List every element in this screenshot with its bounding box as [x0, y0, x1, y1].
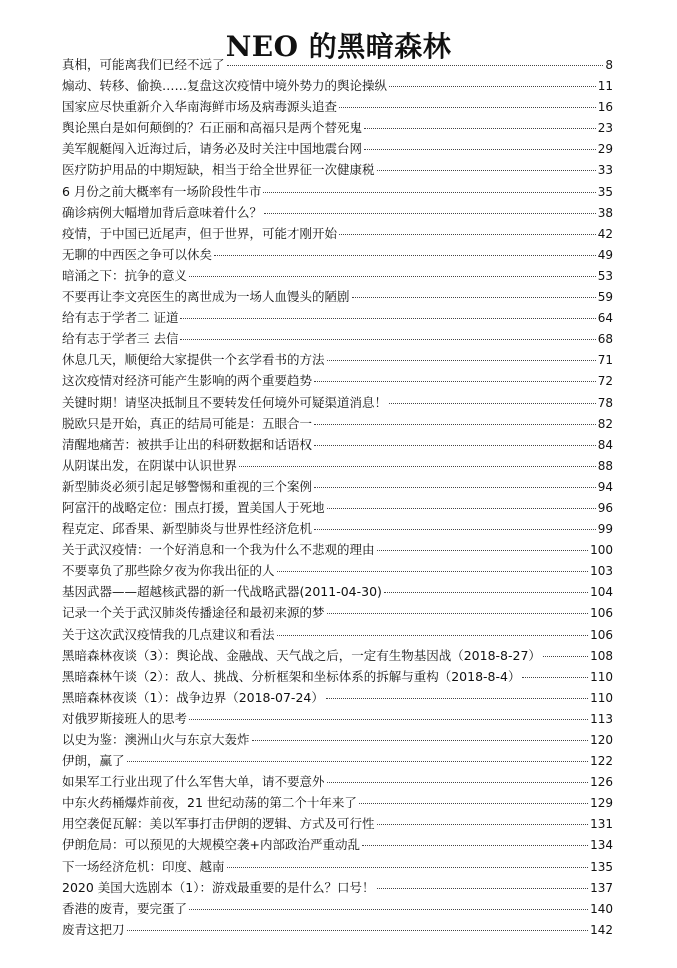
toc-entry-title: 不要辜负了那些除夕夜为你我出征的人	[62, 563, 275, 579]
toc-entry[interactable]	[62, 434, 613, 455]
toc-entry-title: 用空袭促瓦解：美以军事打击伊朗的逻辑、方式及可行性	[62, 816, 375, 832]
toc-entry-page-number: 16	[597, 100, 613, 115]
toc-dot-leader	[263, 192, 595, 193]
toc-entry[interactable]	[62, 75, 613, 96]
toc-entry[interactable]	[62, 476, 613, 497]
toc-entry[interactable]	[62, 497, 613, 518]
toc-entry-page-number: 137	[590, 880, 613, 895]
toc-entry[interactable]	[62, 244, 613, 265]
toc-entry[interactable]	[62, 834, 613, 855]
toc-entry-title: 黑暗森林午谈（2）：敌人、挑战、分析框架和坐标体系的拆解与重构（2018-8-4）	[62, 668, 521, 684]
toc-entry-title: 如果军工行业出现了什么军售大单，请不要意外	[62, 774, 325, 790]
toc-entry-title: 给有志于学者三 去信	[62, 331, 179, 347]
toc-entry[interactable]	[62, 856, 613, 877]
toc-entry-page-number: 49	[597, 247, 613, 262]
toc-entry-page-number: 96	[597, 500, 613, 515]
toc-entry-title: 煽动、转移、偷换……复盘这次疫情中境外势力的舆论操纵	[62, 78, 388, 94]
toc-dot-leader	[214, 255, 596, 256]
toc-dot-leader	[377, 888, 589, 889]
toc-entry-title: 疫情，于中国已近尾声，但于世界，可能才刚开始	[62, 225, 338, 241]
toc-entry[interactable]	[62, 392, 613, 413]
toc-entry-page-number: 135	[590, 859, 613, 874]
toc-dot-leader	[189, 276, 596, 277]
table-of-contents	[62, 54, 613, 940]
toc-dot-leader	[377, 550, 589, 551]
toc-entry[interactable]	[62, 181, 613, 202]
toc-entry[interactable]	[62, 813, 613, 834]
toc-entry-title: 关于这次武汉疫情我的几点建议和看法	[62, 626, 275, 642]
toc-dot-leader	[264, 213, 596, 214]
toc-dot-leader	[180, 318, 595, 319]
toc-dot-leader	[277, 571, 589, 572]
toc-entry-page-number: 99	[597, 522, 613, 537]
toc-entry[interactable]	[62, 328, 613, 349]
toc-entry-page-number: 33	[597, 163, 613, 178]
toc-entry[interactable]	[62, 159, 613, 180]
toc-dot-leader	[327, 360, 596, 361]
toc-dot-leader	[352, 297, 596, 298]
toc-entry-page-number: 8	[605, 58, 613, 72]
toc-entry[interactable]	[62, 877, 613, 898]
toc-entry[interactable]	[62, 750, 613, 771]
toc-dot-leader	[364, 149, 596, 150]
toc-entry-title: 香港的废青，要完蛋了	[62, 900, 188, 916]
toc-entry-title: 伊朗，赢了	[62, 753, 125, 769]
toc-entry-page-number: 78	[597, 395, 613, 410]
toc-entry[interactable]	[62, 455, 613, 476]
toc-dot-leader	[180, 339, 595, 340]
toc-dot-leader	[327, 613, 589, 614]
toc-dot-leader	[377, 824, 589, 825]
toc-dot-leader	[359, 803, 588, 804]
toc-dot-leader	[339, 107, 596, 108]
toc-entry[interactable]	[62, 687, 613, 708]
toc-dot-leader	[389, 86, 596, 87]
toc-entry-page-number: 68	[597, 332, 613, 347]
toc-entry-title: 中东火药桶爆炸前夜，21 世纪动荡的第二个十年来了	[62, 795, 357, 811]
toc-entry-title: 下一场经济危机：印度、越南	[62, 858, 225, 874]
toc-dot-leader	[327, 508, 596, 509]
toc-entry-page-number: 134	[590, 838, 613, 853]
toc-entry[interactable]	[62, 265, 613, 286]
toc-entry-title: 记录一个关于武汉肺炎传播途径和最初来源的梦	[62, 605, 325, 621]
toc-entry[interactable]	[62, 708, 613, 729]
toc-entry[interactable]	[62, 919, 613, 940]
toc-entry-title: 脱欧只是开始，真正的结局可能是：五眼合一	[62, 415, 313, 431]
toc-entry-title: 舆论黑白是如何颠倒的？石正丽和高福只是两个替死鬼	[62, 120, 363, 136]
toc-entry-page-number: 82	[597, 416, 613, 431]
toc-dot-leader	[127, 930, 589, 931]
toc-entry-title: 无聊的中西医之争可以休矣	[62, 246, 213, 262]
toc-entry[interactable]	[62, 54, 613, 75]
toc-entry-page-number: 64	[597, 311, 613, 326]
toc-entry-page-number: 103	[590, 564, 613, 579]
toc-entry-title: 新型肺炎必须引起足够警惕和重视的三个案例	[62, 478, 313, 494]
toc-entry-page-number: 23	[597, 121, 613, 136]
toc-entry-title: 伊朗危局：可以预见的大规模空袭+内部政治严重动乱	[62, 837, 360, 853]
toc-dot-leader	[189, 909, 588, 910]
toc-entry[interactable]	[62, 624, 613, 645]
toc-dot-leader	[522, 677, 588, 678]
toc-entry[interactable]	[62, 581, 613, 602]
toc-entry-page-number: 35	[597, 184, 613, 199]
toc-dot-leader	[314, 381, 596, 382]
toc-entry-title: 国家应尽快重新介入华南海鲜市场及病毒源头追查	[62, 99, 338, 115]
toc-dot-leader	[189, 719, 588, 720]
toc-entry-title: 以史为鉴：澳洲山火与东京大轰炸	[62, 732, 250, 747]
toc-dot-leader	[314, 445, 596, 446]
toc-entry-title: 清醒地痛苦：被拱手让出的科研数据和话语权	[62, 436, 313, 452]
toc-entry-page-number: 71	[597, 353, 613, 368]
toc-dot-leader	[277, 635, 589, 636]
toc-entry-page-number: 59	[597, 290, 613, 305]
toc-dot-leader	[239, 466, 596, 467]
toc-entry[interactable]	[62, 307, 613, 328]
toc-entry-title: 医疗防护用品的中期短缺，相当于给全世界征一次健康税	[62, 162, 375, 178]
toc-entry[interactable]	[62, 413, 613, 434]
toc-entry[interactable]	[62, 771, 613, 792]
toc-dot-leader	[227, 867, 589, 868]
toc-entry-title: 不要再让李文亮医生的离世成为一场人血馒头的陋剧	[62, 289, 350, 305]
toc-entry[interactable]	[62, 898, 613, 919]
toc-entry-title: 阿富汗的战略定位：围点打援，置美国人于死地	[62, 499, 325, 515]
toc-entry[interactable]	[62, 286, 613, 307]
toc-entry-title: 黑暗森林夜谈（1）：战争边界（2018-07-24）	[62, 689, 324, 705]
toc-entry[interactable]	[62, 560, 613, 581]
toc-entry-page-number: 142	[590, 922, 613, 937]
toc-entry-title: 程克定、邱香果、新型肺炎与世界性经济危机	[62, 521, 313, 537]
toc-entry[interactable]	[62, 223, 613, 244]
toc-dot-leader	[364, 128, 596, 129]
toc-entry-page-number: 94	[597, 479, 613, 494]
toc-entry-page-number: 110	[590, 669, 613, 684]
toc-dot-leader	[377, 170, 596, 171]
toc-entry-title: 关于武汉疫情：一个好消息和一个我为什么不悲观的理由	[62, 542, 375, 558]
toc-entry-title: 基因武器——超越核武器的新一代战略武器(2011-04-30)	[62, 584, 382, 600]
toc-entry-page-number: 106	[590, 627, 613, 642]
toc-entry-page-number: 42	[597, 226, 613, 241]
toc-entry-title: 黑暗森林夜谈（3）：舆论战、金融战、天气战之后，一定有生物基因战（2018-8-27）	[62, 647, 541, 663]
toc-entry[interactable]	[62, 602, 613, 623]
toc-entry-title: 从阴谋出发，在阴谋中认识世界	[62, 457, 238, 473]
toc-entry-title: 对俄罗斯接班人的思考	[62, 710, 188, 726]
toc-entry-page-number: 84	[597, 437, 613, 452]
toc-entry[interactable]	[62, 138, 613, 159]
toc-entry[interactable]	[62, 370, 613, 391]
toc-entry-page-number: 88	[597, 458, 613, 473]
toc-entry-page-number: 126	[590, 775, 613, 790]
document-title: NEO 的黑暗森林	[225, 29, 452, 63]
toc-entry[interactable]	[62, 349, 613, 370]
toc-entry[interactable]	[62, 792, 613, 813]
toc-entry[interactable]	[62, 96, 613, 117]
toc-entry-title: 2020 美国大选剧本（1）：游戏最重要的是什么？口号！	[62, 879, 375, 895]
toc-entry-page-number: 120	[590, 733, 613, 747]
toc-entry-page-number: 106	[590, 606, 613, 621]
toc-entry-page-number: 129	[590, 796, 613, 811]
toc-entry[interactable]	[62, 729, 613, 750]
toc-entry-page-number: 110	[590, 690, 613, 705]
toc-dot-leader	[389, 403, 596, 404]
toc-entry[interactable]	[62, 202, 613, 223]
toc-entry[interactable]	[62, 539, 613, 560]
toc-entry[interactable]	[62, 645, 613, 666]
toc-entry-page-number: 53	[597, 268, 613, 283]
toc-dot-leader	[327, 782, 589, 783]
toc-entry-page-number: 72	[597, 374, 613, 389]
toc-dot-leader	[384, 592, 588, 593]
toc-entry[interactable]	[62, 666, 613, 687]
toc-dot-leader	[543, 656, 588, 657]
toc-entry[interactable]	[62, 117, 613, 138]
toc-entry-title: 确诊病例大幅增加背后意味着什么？	[62, 204, 263, 220]
toc-entry-page-number: 38	[597, 205, 613, 220]
toc-entry-page-number: 104	[590, 585, 613, 600]
toc-entry-title: 给有志于学者二 证道	[62, 310, 179, 326]
toc-entry-title: 美军舰艇闯入近海过后，请务必及时关注中国地震台网	[62, 141, 363, 157]
toc-entry-title: 废青这把刀	[62, 921, 125, 937]
toc-entry-title: 6 月份之前大概率有一场阶段性牛市	[62, 183, 262, 199]
toc-entry-page-number: 11	[597, 79, 613, 94]
toc-entry-title: 暗涌之下：抗争的意义	[62, 267, 188, 283]
toc-dot-leader	[314, 424, 596, 425]
toc-entry-page-number: 29	[597, 142, 613, 157]
toc-entry[interactable]	[62, 518, 613, 539]
toc-dot-leader	[362, 845, 588, 846]
toc-entry-title: 休息几天，顺便给大家提供一个玄学看书的方法	[62, 352, 325, 368]
toc-entry-page-number: 122	[590, 754, 613, 769]
toc-dot-leader	[227, 65, 604, 66]
toc-dot-leader	[339, 234, 596, 235]
toc-dot-leader	[127, 761, 589, 762]
toc-dot-leader	[314, 487, 596, 488]
toc-entry-page-number: 100	[590, 543, 613, 558]
toc-dot-leader	[314, 529, 596, 530]
toc-entry-page-number: 113	[590, 711, 613, 726]
toc-entry-page-number: 131	[590, 817, 613, 832]
toc-dot-leader	[326, 698, 588, 699]
toc-dot-leader	[252, 740, 589, 741]
toc-entry-page-number: 108	[590, 648, 613, 663]
toc-entry-title: 真相，可能离我们已经不远了	[62, 57, 225, 72]
toc-entry-title: 关键时期！请坚决抵制且不要转发任何境外可疑渠道消息！	[62, 394, 388, 410]
toc-entry-title: 这次疫情对经济可能产生影响的两个重要趋势	[62, 373, 313, 389]
toc-entry-page-number: 140	[590, 901, 613, 916]
